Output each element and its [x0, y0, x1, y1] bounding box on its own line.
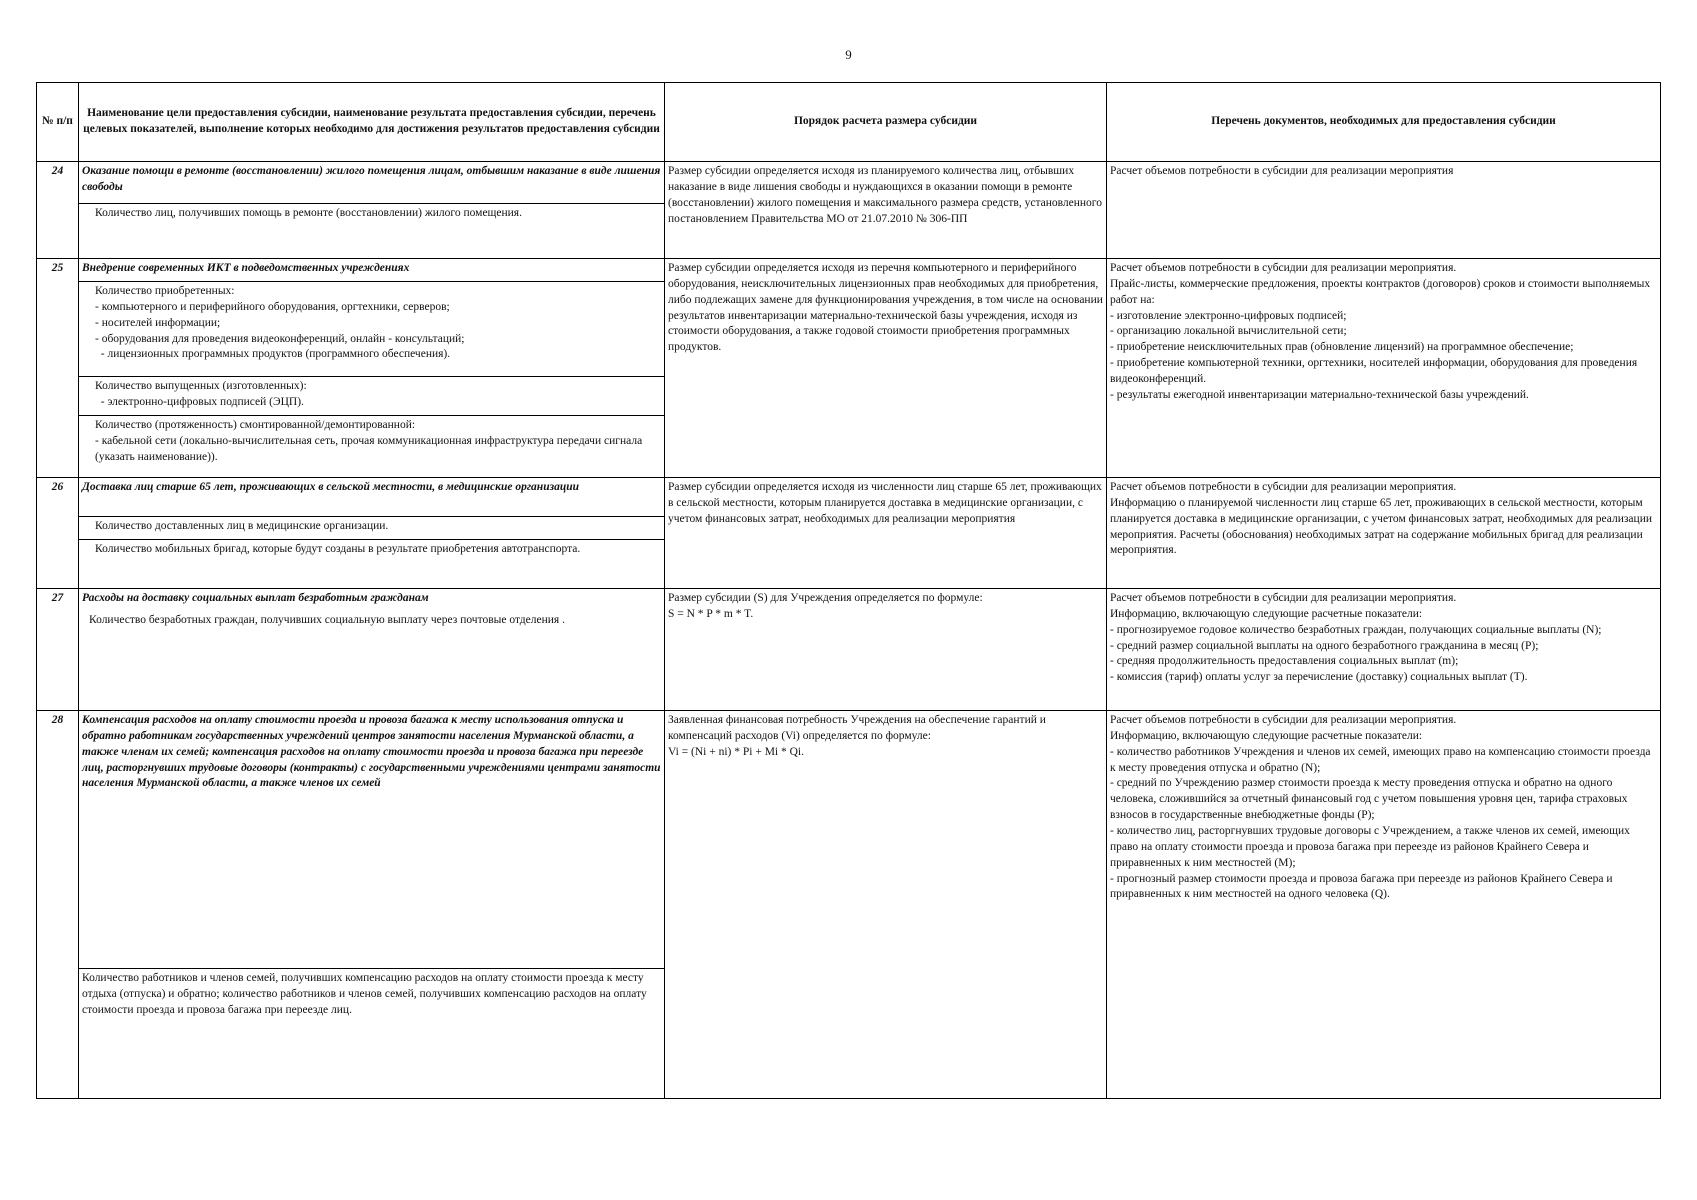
- header-num: № п/п: [37, 83, 79, 162]
- indicator-cell: [79, 969, 665, 1099]
- goal-cell: Доставка лиц старше 65 лет, проживающих в сельской местности, в медицинские организации: [79, 478, 665, 517]
- indicator-text: Количество безработных граждан, получивших социальную выплату через почтовые отделения .: [89, 613, 565, 626]
- calc-cell: [665, 478, 1107, 589]
- indicator-text: Количество приобретенных:: [95, 285, 235, 297]
- goal-cell: Компенсация расходов на оплату стоимости проезда и провоза багажа к месту использования отпуска и обратно работникам государственных учреждений центров занятости населения Мурманской области, а также членам их семей; компенсация расходов на оплату стоимости проезда и провоза багажа при переезде лиц, расторгнувших трудовые договоры (контракты) с государственными учреждениями центрами занятости населения Мурманской области, а также членов их семей: [79, 711, 665, 969]
- docs-text: - количество работников Учреждения и членов их семей, имеющих право на компенсацию стоимости проезда к месту проведения отпуска и обратно (N);: [1110, 745, 1651, 774]
- docs-cell: [1107, 478, 1661, 589]
- goal-cell: Внедрение современных ИКТ в подведомственных учреждениях: [79, 259, 665, 282]
- indicator-text: - электронно-цифровых подписей (ЭЦП).: [95, 395, 304, 408]
- subsidy-table: [36, 82, 1661, 1099]
- table-row: [37, 478, 1661, 517]
- docs-text: - прогнозируемое годовое количество безработных граждан, получающих социальные выплаты (N);: [1110, 623, 1602, 636]
- docs-text: - организацию локальной вычислительной сети;: [1110, 325, 1347, 338]
- docs-cell: [1107, 259, 1661, 478]
- indicator-text: - оборудования для проведения видеоконференций, онлайн - консультаций;: [95, 332, 465, 345]
- docs-text: - средний размер социальной выплаты на одного безработного гражданина в месяц (P);: [1110, 639, 1539, 652]
- row-number: 27: [37, 589, 79, 711]
- calc-text: Размер субсидии определяется исходя из планируемого количества лиц, отбывших наказание в виде лишения свободы и нуждающихся в оказании помощи в ремонте (восстановлении) жилого помещения и максимального размера средств, установленного постановлением Правительства МО от 21.07.2010 № 306-ПП: [668, 165, 1102, 225]
- calc-cell: [665, 259, 1107, 478]
- calc-text: Vi = (Ni + ni) * Pi + Mi * Qi.: [668, 745, 805, 758]
- docs-text: Информацию, включающую следующие расчетные показатели:: [1110, 729, 1423, 742]
- docs-text: Прайс-листы, коммерческие предложения, проекты контрактов (договоров) сроков и стоимости выполняемых работ на:: [1110, 277, 1651, 306]
- calc-text: Размер субсидии определяется исходя из перечня компьютерного и периферийного оборудования, неисключительных лицензионных прав необходимых для приобретения, либо подлежащих замене для функционирования учреждения, в том числе на основании результатов инвентаризации материально-технической базы учреждения, исходя из стоимости оборудования, а также годовой стоимости приобретения программных продуктов.: [668, 262, 1103, 354]
- indicator-text: Количество (протяженность) смонтированной/демонтированной:: [95, 419, 416, 431]
- table-row: [37, 259, 1661, 282]
- docs-text: Расчет объемов потребности в субсидии для реализации мероприятия.: [1110, 262, 1457, 274]
- goal-cell: Расходы на доставку социальных выплат безработным гражданам: [79, 589, 665, 611]
- docs-text: - прогнозный размер стоимости проезда и провоза багажа при переезде из районов Крайнего Севера и приравненных к ним местностей на одного человека (Q).: [1110, 872, 1613, 901]
- docs-text: - средняя продолжительность предоставления социальных выплат (m);: [1110, 655, 1459, 668]
- indicator-text: Количество выпущенных (изготовленных):: [95, 380, 307, 392]
- header-calc: Порядок расчета размера субсидии: [665, 83, 1107, 162]
- table-row: [37, 162, 1661, 204]
- indicator-text: Количество мобильных бригад, которые будут созданы в результате приобретения автотранспорта.: [95, 543, 581, 555]
- calc-text: S = N * P * m * T.: [668, 607, 754, 620]
- calc-text: Размер субсидии (S) для Учреждения определяется по формуле:: [668, 592, 983, 604]
- row-number: 26: [37, 478, 79, 589]
- docs-text: - изготовление электронно-цифровых подписей;: [1110, 309, 1347, 322]
- indicator-cell: [79, 611, 665, 711]
- indicator-text: - кабельной сети (локально-вычислительная сеть, прочая коммуникационная инфраструктура передачи сигнала (указать наименование)).: [95, 434, 643, 463]
- calc-text: Заявленная финансовая потребность Учреждения на обеспечение гарантий и компенсаций расходов (Vi) определяется по формуле:: [668, 714, 1046, 742]
- table-row: [37, 711, 1661, 969]
- indicator-text: Количество лиц, получивших помощь в ремонте (восстановлении) жилого помещения.: [95, 207, 522, 219]
- calc-cell: [665, 589, 1107, 711]
- indicator-text: - компьютерного и периферийного оборудования, оргтехники, серверов;: [95, 300, 450, 313]
- header-docs: Перечень документов, необходимых для предоставления субсидии: [1107, 83, 1661, 162]
- docs-cell: [1107, 711, 1661, 1099]
- docs-text: Информацию о планируемой численности лиц старше 65 лет, проживающих в сельской местности, которым планируется доставка в медицинские организации, с учетом финансовых затрат, необходимых для реализации мероприятия. Расчеты (обоснования) необходимых затрат на содержание мобильных бригад для реализации мероприятия.: [1110, 496, 1652, 557]
- row-number: 25: [37, 259, 79, 478]
- docs-text: - приобретение компьютерной техники, оргтехники, носителей информации, оборудования для проведения видеоконференций.: [1110, 357, 1638, 386]
- indicator-cell: [79, 282, 665, 377]
- indicator-text: Количество работников и членов семей, получивших компенсацию расходов на оплату стоимости проезда к месту отдыха (отпуска) и обратно; количество работников и членов семей, получивших компенсацию расходов на оплату стоимости проезда и провоза багажа при переезде лиц.: [82, 972, 647, 1016]
- docs-cell: [1107, 589, 1661, 711]
- docs-text: - комиссия (тариф) оплаты услуг за перечисление (доставку) социальных выплат (T).: [1110, 671, 1528, 684]
- indicator-cell: [79, 517, 665, 540]
- indicator-cell: [79, 416, 665, 478]
- docs-cell: [1107, 162, 1661, 259]
- page-number: 9: [845, 47, 852, 62]
- indicator-text: - лицензионных программных продуктов (программного обеспечения).: [95, 348, 451, 361]
- docs-text: Расчет объемов потребности в субсидии для реализации мероприятия: [1110, 165, 1454, 177]
- goal-cell: Оказание помощи в ремонте (восстановлении) жилого помещения лицам, отбывшим наказание в виде лишения свободы: [79, 162, 665, 204]
- docs-text: - средний по Учреждению размер стоимости проезда к месту проведения отпуска и обратно на одного человека, сложившийся за отчетный финансовый год с учетом повышения уровня цен, тарифа страховых взносов в государственные внебюджетные фонды (P);: [1110, 777, 1628, 822]
- docs-text: - результаты ежегодной инвентаризации материально-технической базы учреждений.: [1110, 388, 1529, 401]
- indicator-cell: [79, 377, 665, 416]
- docs-text: Расчет объемов потребности в субсидии для реализации мероприятия.: [1110, 592, 1457, 604]
- indicator-text: - носителей информации;: [95, 316, 221, 329]
- calc-text: Размер субсидии определяется исходя из численности лиц старше 65 лет, проживающих в сельской местности, которым планируется доставка в медицинские организации, с учетом финансовых затрат, необходимых для реализации мероприятия: [668, 481, 1102, 525]
- calc-cell: [665, 711, 1107, 1099]
- indicator-cell: [79, 204, 665, 259]
- indicator-cell: [79, 540, 665, 589]
- docs-text: Расчет объемов потребности в субсидии для реализации мероприятия.: [1110, 481, 1457, 493]
- header-goal: Наименование цели предоставления субсидии, наименование результата предоставления субсидии, перечень целевых показателей, выполнение которых необходимо для достижения результатов предоставления субсидии: [79, 83, 665, 162]
- docs-text: Расчет объемов потребности в субсидии для реализации мероприятия.: [1110, 714, 1457, 726]
- row-number: 24: [37, 162, 79, 259]
- calc-cell: [665, 162, 1107, 259]
- docs-text: - приобретение неисключительных прав (обновление лицензий) на программное обеспечение;: [1110, 341, 1574, 354]
- docs-text: Информацию, включающую следующие расчетные показатели:: [1110, 607, 1423, 620]
- row-number: 28: [37, 711, 79, 1099]
- docs-text: - количество лиц, расторгнувших трудовые договоры с Учреждением, а также членов их семей, имеющих право на оплату стоимости проезда и провоза багажа при переезде из районов Крайнего Севера и приравненных к ним местностей (M);: [1110, 825, 1630, 869]
- table-row: [37, 589, 1661, 611]
- indicator-text: Количество доставленных лиц в медицинские организации.: [95, 520, 389, 532]
